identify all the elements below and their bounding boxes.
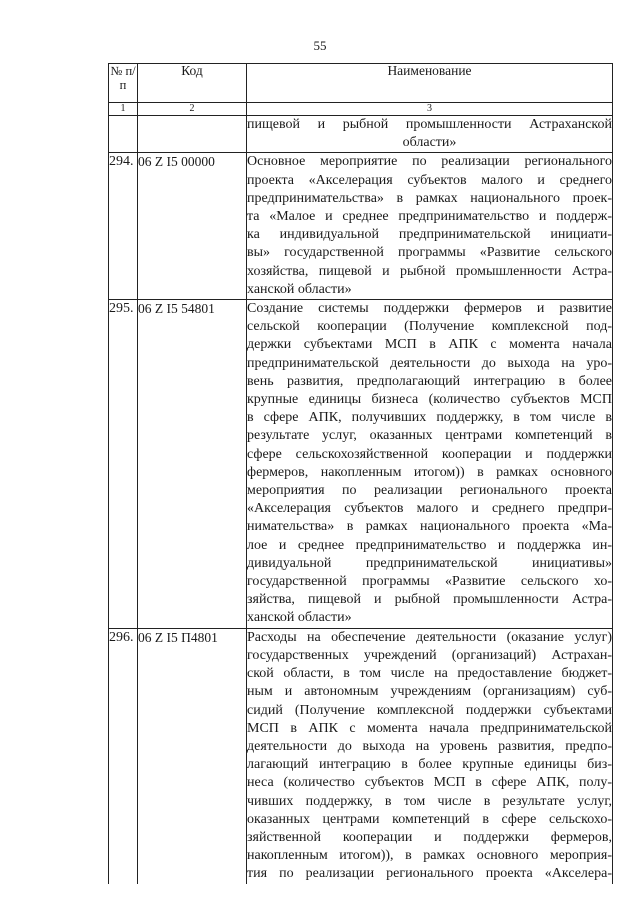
name-line: МСП в АПК с момента начала предпринимательской — [247, 720, 612, 736]
header-name: Наименование — [247, 64, 613, 103]
column-index-2: 2 — [138, 103, 247, 116]
name-line: дивидуальной предпринимательской инициативы» — [247, 555, 612, 571]
name-line: результате услуг, оказанных центрами компетенций в — [247, 428, 612, 444]
name-line: зяйства, пищевой и рыбной промышленности Астра- — [247, 592, 612, 608]
name-line: государственной программы «Развитие сельского хо- — [247, 574, 612, 590]
name-line: в сфере АПК, получивших поддержку, в том числе в — [247, 410, 612, 426]
table-row-continuation — [109, 116, 613, 153]
name-line: ка индивидуальной предпринимательской инициати- — [247, 227, 612, 243]
name-line: ханской области» — [247, 610, 352, 626]
name-line: оказанных центрами компетенций в сфере сельскохо- — [247, 811, 612, 827]
column-index-3: 3 — [247, 103, 613, 116]
row-name — [247, 153, 613, 300]
header-code: Код — [138, 64, 247, 103]
name-line: ханской области» — [247, 281, 352, 297]
name-line: неса (количество субъектов МСП в сфере АПК, полу- — [247, 775, 612, 791]
row-name — [247, 300, 613, 629]
name-line: держки субъектами МСП в АПК с момента начала — [247, 337, 612, 353]
row-num: 295. — [109, 300, 138, 629]
table-row — [109, 628, 613, 883]
name-line: «Акселерация субъектов малого и среднего предпри- — [247, 501, 612, 517]
row-code: 06 Z I5 00000 — [138, 153, 247, 300]
row-code: 06 Z I5 54801 — [138, 300, 247, 629]
row-name — [247, 628, 613, 883]
name-line: вы» государственной программы «Развитие сельского — [247, 245, 612, 261]
row-code-empty — [138, 116, 247, 153]
name-line: сфере сельскохозяйственной кооперации и поддержки — [247, 446, 612, 462]
name-line: хозяйства, пищевой и рыбной промышленности Астра- — [247, 263, 612, 279]
name-line: та «Малое и среднее предпринимательство и поддерж- — [247, 209, 612, 225]
header-row — [109, 64, 613, 103]
name-line: мероприятия по реализации регионального проекта — [247, 483, 612, 499]
name-line: крупные единицы бизнеса (количество субъектов МСП — [247, 392, 612, 408]
row-num: 296. — [109, 628, 138, 883]
row-num-empty — [109, 116, 138, 153]
name-line: лагающий интеграцию в более крупные единицы биз- — [247, 757, 612, 773]
name-line: пищевой и рыбной промышленности Астраханской — [247, 117, 612, 132]
name-line: зяйственной кооперации и поддержки фермеров, — [247, 829, 612, 845]
registry-table — [108, 63, 613, 884]
column-index-row — [109, 103, 613, 116]
row-num: 294. — [109, 153, 138, 300]
name-line: предпринимательства» в рамках национального проек- — [247, 190, 612, 206]
name-line: Основное мероприятие по реализации регионального — [247, 154, 612, 170]
table-row — [109, 300, 613, 629]
name-line: ской области, в том числе на предоставление бюджет- — [247, 666, 612, 682]
name-line: государственных учреждений (организаций) Астрахан- — [247, 647, 612, 663]
name-line: накопленным итогом)), в рамках основного мероприя- — [247, 848, 612, 864]
name-line: сидий (Получение комплексной поддержки субъектами — [247, 702, 612, 718]
name-line: тия по реализации регионального проекта «Акселера- — [247, 866, 612, 882]
name-line: лое и среднее предпринимательство и поддержка ин- — [247, 537, 612, 553]
name-line: области» — [402, 135, 457, 151]
name-line: деятельности до выхода на уровень развития, предпо- — [247, 738, 612, 754]
name-line: Создание системы поддержки фермеров и развитие — [247, 301, 612, 317]
page-number: 55 — [313, 38, 327, 53]
column-index-1: 1 — [109, 103, 138, 116]
name-line: Расходы на обеспечение деятельности (оказание услуг) — [247, 629, 612, 645]
name-line: сельской кооперации (Получение комплексной под- — [247, 319, 612, 335]
name-line: чивших поддержку, в том числе в результате услуг, — [247, 793, 612, 809]
name-line: нимательства» в рамках национального проекта «Ма- — [247, 519, 612, 535]
name-line: ным и автономным учреждениям (организациям) суб- — [247, 684, 612, 700]
name-line: вень развития, предполагающий интеграцию в более — [247, 373, 612, 389]
header-num: № п/п — [109, 64, 138, 103]
name-line: предпринимательской деятельности до выхода на уро- — [247, 355, 612, 371]
table-row — [109, 153, 613, 300]
row-name — [247, 116, 613, 153]
name-line: фермеров, накопленным итогом)) в рамках основного — [247, 464, 612, 480]
row-code: 06 Z I5 П4801 — [138, 628, 247, 883]
name-line: проекта «Акселерация субъектов малого и среднего — [247, 172, 612, 188]
